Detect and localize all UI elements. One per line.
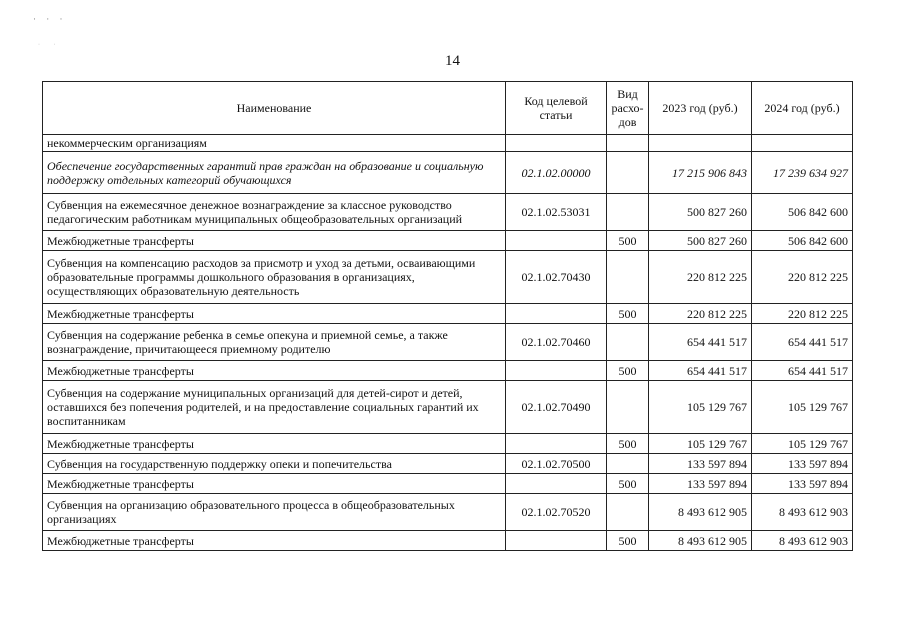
row-type xyxy=(607,194,649,231)
row-type xyxy=(607,454,649,474)
header-name: Наименование xyxy=(43,82,506,135)
row-year-2024: 654 441 517 xyxy=(752,361,853,381)
table-header-row xyxy=(43,82,853,135)
page-number: 14 xyxy=(445,53,460,69)
row-type: 500 xyxy=(607,434,649,454)
row-code: 02.1.02.70460 xyxy=(506,324,607,361)
row-year-2024: 220 812 225 xyxy=(752,304,853,324)
row-name: Межбюджетные трансферты xyxy=(43,434,506,454)
row-year-2023: 133 597 894 xyxy=(649,454,752,474)
row-code xyxy=(506,434,607,454)
row-code xyxy=(506,231,607,251)
row-name: Межбюджетные трансферты xyxy=(43,474,506,494)
scan-marks-faint: · · xyxy=(38,42,62,48)
header-code: Код целевой статьи xyxy=(506,82,607,135)
row-code: 02.1.02.70520 xyxy=(506,494,607,531)
row-year-2023 xyxy=(649,135,752,152)
row-year-2023: 654 441 517 xyxy=(649,324,752,361)
table-row xyxy=(43,251,853,304)
row-name: Межбюджетные трансферты xyxy=(43,361,506,381)
table-row xyxy=(43,454,853,474)
row-type: 500 xyxy=(607,304,649,324)
row-type: 500 xyxy=(607,361,649,381)
row-code xyxy=(506,135,607,152)
row-year-2024: 506 842 600 xyxy=(752,231,853,251)
table-row xyxy=(43,324,853,361)
row-year-2023: 17 215 906 843 xyxy=(649,152,752,194)
row-year-2024: 8 493 612 903 xyxy=(752,531,853,551)
row-code xyxy=(506,474,607,494)
budget-table xyxy=(42,81,853,551)
row-name: Межбюджетные трансферты xyxy=(43,304,506,324)
table-row xyxy=(43,361,853,381)
table-row xyxy=(43,194,853,231)
row-year-2024: 105 129 767 xyxy=(752,434,853,454)
row-year-2024: 133 597 894 xyxy=(752,474,853,494)
row-year-2023: 8 493 612 905 xyxy=(649,531,752,551)
row-year-2024: 105 129 767 xyxy=(752,381,853,434)
header-type: Вид расхо- дов xyxy=(607,82,649,135)
row-name: некоммерческим организациям xyxy=(43,135,506,152)
row-year-2024: 506 842 600 xyxy=(752,194,853,231)
row-type: 500 xyxy=(607,231,649,251)
table-row xyxy=(43,231,853,251)
row-code: 02.1.02.53031 xyxy=(506,194,607,231)
row-year-2023: 8 493 612 905 xyxy=(649,494,752,531)
row-type xyxy=(607,152,649,194)
row-code xyxy=(506,531,607,551)
row-type: 500 xyxy=(607,474,649,494)
row-name: Субвенция на ежемесячное денежное вознаграждение за классное руководство педагогическим работникам муниципальных общеобразовательных организаций xyxy=(43,194,506,231)
row-year-2024: 654 441 517 xyxy=(752,324,853,361)
table-row xyxy=(43,135,853,152)
table-row xyxy=(43,434,853,454)
row-year-2024: 17 239 634 927 xyxy=(752,152,853,194)
row-year-2023: 105 129 767 xyxy=(649,381,752,434)
row-type: 500 xyxy=(607,531,649,551)
table-row xyxy=(43,152,853,194)
table-row xyxy=(43,531,853,551)
table-row xyxy=(43,304,853,324)
table-row xyxy=(43,381,853,434)
row-type xyxy=(607,251,649,304)
row-code: 02.1.02.00000 xyxy=(506,152,607,194)
row-year-2024: 133 597 894 xyxy=(752,454,853,474)
table-row xyxy=(43,474,853,494)
row-name: Субвенция на организацию образовательного процесса в общеобразовательных организациях xyxy=(43,494,506,531)
row-year-2023: 105 129 767 xyxy=(649,434,752,454)
scan-marks: · · · xyxy=(33,14,67,24)
row-year-2024 xyxy=(752,135,853,152)
row-year-2023: 133 597 894 xyxy=(649,474,752,494)
row-name: Субвенция на компенсацию расходов за присмотр и уход за детьми, осваивающими образовательные программы дошкольного образования в организациях, осуществляющих образовательную деятельность xyxy=(43,251,506,304)
row-code: 02.1.02.70500 xyxy=(506,454,607,474)
row-name: Субвенция на содержание ребенка в семье опекуна и приемной семье, а также вознаграждение, причитающееся приемному родителю xyxy=(43,324,506,361)
row-code xyxy=(506,361,607,381)
row-year-2024: 8 493 612 903 xyxy=(752,494,853,531)
header-year-2023: 2023 год (руб.) xyxy=(649,82,752,135)
row-year-2023: 220 812 225 xyxy=(649,251,752,304)
header-year-2024: 2024 год (руб.) xyxy=(752,82,853,135)
row-year-2023: 654 441 517 xyxy=(649,361,752,381)
row-name: Субвенция на государственную поддержку опеки и попечительства xyxy=(43,454,506,474)
row-code xyxy=(506,304,607,324)
row-type xyxy=(607,381,649,434)
row-year-2023: 500 827 260 xyxy=(649,231,752,251)
row-type xyxy=(607,324,649,361)
table-row xyxy=(43,494,853,531)
row-name: Субвенция на содержание муниципальных организаций для детей-сирот и детей, оставшихся без попечения родителей, и на предоставление социальных гарантий их воспитанникам xyxy=(43,381,506,434)
row-name: Межбюджетные трансферты xyxy=(43,231,506,251)
row-year-2023: 220 812 225 xyxy=(649,304,752,324)
row-name: Межбюджетные трансферты xyxy=(43,531,506,551)
row-code: 02.1.02.70430 xyxy=(506,251,607,304)
row-type xyxy=(607,135,649,152)
row-year-2024: 220 812 225 xyxy=(752,251,853,304)
row-code: 02.1.02.70490 xyxy=(506,381,607,434)
row-year-2023: 500 827 260 xyxy=(649,194,752,231)
row-type xyxy=(607,494,649,531)
row-name: Обеспечение государственных гарантий прав граждан на образование и социальную поддержку отдельных категорий обучающихся xyxy=(43,152,506,194)
